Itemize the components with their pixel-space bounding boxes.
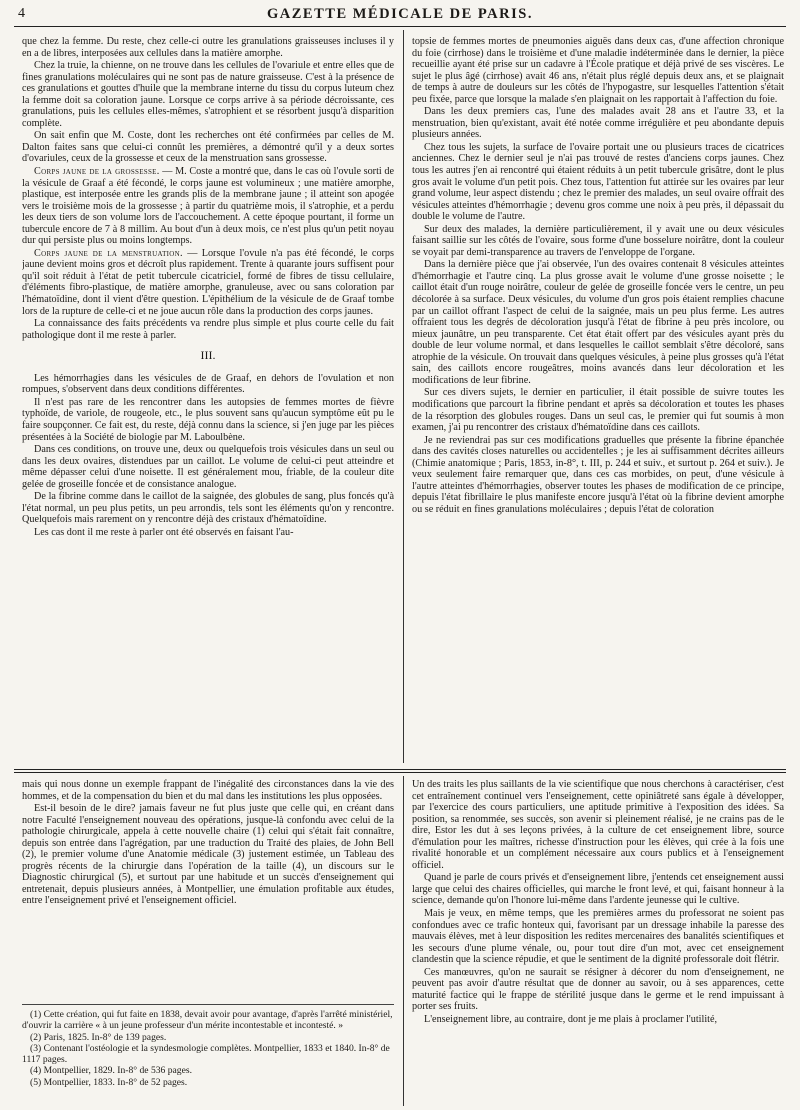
paragraph: topsie de femmes mortes de pneumonies aiguës dans deux cas, d'une affection chronique du foie (cirrhose) dans le troisième et d'une maladie indéterminée dans le dernier, la pièce recueillie ayant été prise sur un cadavre à l'École pratique et déjà privé de ses viscères. Le sujet le plus âgé (cirrhose) avait 46 ans, n'était plus réglé depuis deux ans, et se plaignait de temps à autre de douleurs sur les côtés de l'hypogastre, sur lesquelles l'attention s'était peu fixée, parce que lorsque la malade s'en plaignait on les rapportait à l'affection du foie. xyxy=(412,36,784,105)
paragraph-text: — Lorsque l'ovule n'a pas été fécondé, le corps jaune devient moins gros et décroît plus rapidement. Trente à quarante jours suffisent pour qu'il soit réduit à l'état de petit tubercule cicatriciel, formé de fibres de tissu cellulaire, d'éléments fibro-plastique, de matière amorphe, granuleuse, avec ou sans coloration par l'hématoïdine, dont il vient d'être question. L'épithélium de la vésicule de de Graaf tombe lors de la rupture de celle-ci et ne joue aucun rôle dans la production des corps jaunes. xyxy=(22,247,394,317)
upper-left-column xyxy=(22,36,394,763)
lower-right-column xyxy=(412,779,784,1107)
paragraph: Sur deux des malades, la dernière particulièrement, il y avait une ou deux vésicules faisant saillie sur les côtés de l'ovaire, sous forme d'une bosselure noirâtre, dont la couleur se voyait par demi-transparence au travers de l'enveloppe de l'organe. xyxy=(412,223,784,258)
footnote: (3) Contenant l'ostéologie et la syndesmologie complètes. Montpellier, 1833 et 1840. In-8° de 1117 pages. xyxy=(22,1042,390,1066)
paragraph: De la fibrine comme dans le caillot de la saignée, des globules de sang, plus foncés qu'à l'état normal, un peu plus petits, un peu arrondis, tels sont les éléments qu'on y rencontre. Quelquefois mais rarement on y rencontre déjà des cristaux d'hématoïdine. xyxy=(22,491,394,526)
paragraph: Les cas dont il me reste à parler ont été observés en faisant l'au- xyxy=(34,526,294,538)
footnote: (2) Paris, 1825. In-8° de 139 pages. xyxy=(30,1031,167,1043)
paragraph-label: Corps jaune de la menstruation. xyxy=(34,247,183,259)
paragraph: On sait enfin que M. Coste, dont les recherches ont été confirmées par celles de M. Dalton faites sans que celui-ci connût les premières, a démontré qu'il y a deux sortes d'ovariules, ceux de la grossesse et ceux de la menstruation sans grossesse. xyxy=(22,130,394,165)
paragraph-label: Corps jaune de la grossesse. xyxy=(34,166,160,178)
paragraph: Il n'est pas rare de les rencontrer dans les autopsies de femmes mortes de fièvre typhoïde, de variole, de rougeole, etc., le plus souvent sans qu'aucun symptôme eût pu le faire soupçonner. Ce fait est, du reste, déjà connu dans la science, si j'en juge par les pièces présentées à la Société de biologie par M. Laboulbène. xyxy=(22,396,394,443)
paragraph: mais qui nous donne un exemple frappant de l'inégalité des circonstances dans la vie des hommes, et de la compensation du bien et du mal dans les institutions les plus opposées. xyxy=(22,779,394,802)
paragraph: Un des traits les plus saillants de la vie scientifique que nous cherchons à caractériser, c'est cet entraînement continuel vers l'enseignement, cette opiniâtreté sans égale à développer, par l'exercice des cours particuliers, une aptitude primitive à l'exposition des idées. Sa position, sa renommée, ses succès, son avenir si pleinement réalisé, je ne crains pas de le dire, Estor les dut à ses leçons privées, à la culture de cet enseignement libre, source d'émulation pour les maîtres, richesse d'instruction pour les élèves, qui crée à la fois une rivalité honorable et un complément nécessaire aux cours publics et à l'enseignement officiel. xyxy=(412,779,784,871)
footnotes xyxy=(22,1009,394,1109)
paragraph: Ces manœuvres, qu'on ne saurait se résigner à décorer du nom d'enseignement, ne peuvent pas avoir d'autre résultat que de donner au savoir, ou à ses apparences, cette maturité factice qui le frappe de stérilité jusque dans le germe et le rend impuissant à porter ses fruits. xyxy=(412,966,784,1013)
paragraph: L'enseignement libre, au contraire, dont je me plais à proclamer l'utilité, xyxy=(424,1013,718,1025)
column-divider-upper xyxy=(403,30,404,763)
footnote: (5) Montpellier, 1833. In-8° de 52 pages. xyxy=(30,1076,188,1088)
paragraph: que chez la femme. Du reste, chez celle-ci outre les granulations graisseuses incluses il y en a de libres, interposées aux cellules dans la matière amorphe. xyxy=(22,36,394,59)
section-separator xyxy=(14,769,786,770)
paragraph: Dans ces conditions, on trouve une, deux ou quelquefois trois vésicules dans un seul ou dans les deux ovaires, distendues par un caillot. Le volume de celui-ci peut atteindre et même dépasser celui d'une noisette. Il est généralement mou, friable, de la couleur dite gelée de groseille foncée et de consistance analogue. xyxy=(22,444,394,490)
column-divider-lower xyxy=(403,776,404,1106)
footnote: (4) Montpellier, 1829. In-8° de 536 pages. xyxy=(30,1065,192,1077)
paragraph: Sur ces divers sujets, le dernier en particulier, il était possible de suivre toutes les modifications que parcourt la fibrine pendant et après sa décoloration et toutes les phases de la résorption des globules rouges. Dans un seul cas, le premier qui fut soumis à mon examen, j'ai pu rencontrer des cristaux d'hématoïdine dans ces caillots. xyxy=(412,387,784,434)
paragraph xyxy=(22,166,394,247)
page-header xyxy=(14,4,786,27)
section-heading: III. xyxy=(200,348,216,363)
paragraph: Dans les deux premiers cas, l'une des malades avait 28 ans et l'autre 33, et la menstruation, bien qu'existant, avait été notée comme irrégulière et peu abondante depuis plusieurs années. xyxy=(412,106,784,141)
upper-right-column xyxy=(412,36,784,763)
paragraph: La connaissance des faits précédents va rendre plus simple et plus courte celle du fait pathologique dont il me reste à parler. xyxy=(22,318,394,341)
paragraph: Dans la dernière pièce que j'ai observée, l'un des ovaires contenait 8 vésicules atteintes d'hémorrhagie et l'autre cinq. La plus grosse avait le volume d'une grosse noisette ; le caillot était d'un rouge noirâtre, couleur de gelée de groseille foncée vers le centre, un peu décolorée à sa surface. Deux vésicules, du volume d'un gros pois étaient remplies chacune par un caillot offrant l'aspect de celui de la saignée, mais un peu plus ferme. Les autres offraient tous les degrés de décoloration jusqu'à l'état de fibrine à peu près incolore, ou mieux jaunâtre, un peu transparente. Cet état était offert par des vésicules ayant près du double de leur volume normal, et dans lesquelles le caillot semblait s'être décoloré, sans atrophie de la vésicule. On trouvait dans quelques vésicules, à peine plus grosses qu'à l'état sain, des caillots encore rougeâtres, moins avancés dans leur décoloration et les modifications de leur fibrine. xyxy=(412,259,784,386)
paragraph: Chez la truie, la chienne, on ne trouve dans les cellules de l'ovariule et entre elles que de fines granulations moléculaires qui ne sont pas de nature graisseuse. C'est à la présence de ces granulations et gouttes d'huile que la membrane interne du tissu du corpus luteum chez la femme doit sa coloration jaune. Lorsque ce corps arrive à sa période décroissante, ces granulations, puis les cellules elles-mêmes, s'atrophient et se résorbent jusqu'à disparition complète. xyxy=(22,60,394,129)
paragraph: Quand je parle de cours privés et d'enseignement libre, j'entends cet enseignement aussi large que celui des chaires officielles, qui marche le front levé, et qui, faisant honneur à la science, demande qu'on l'honore lui-même dans l'ardente jeunesse qui le cultive. xyxy=(412,872,784,907)
paragraph: Mais je veux, en même temps, que les premières armes du professorat ne soient pas confondues avec ce trafic honteux qui, favorisant par un dressage inhabile la paresse des mauvais élèves, met à leur disposition les redites mercenaires des banalités scientifiques et les secours d'une plume vénale, ou, pour tout dire d'un mot, avec cet enseignement clandestin que la science répudie, et que le sentiment de la dignité professorale doit flétrir. xyxy=(412,908,784,966)
journal-title: GAZETTE MÉDICALE DE PARIS. xyxy=(267,6,533,22)
section-separator-inner xyxy=(14,772,786,773)
paragraph: Est-il besoin de le dire? jamais faveur ne fut plus juste que celle qui, en créant dans notre Faculté l'enseignement nouveau des opérations, jusque-là confondu avec celui de la pathologie chirurgicale, appela à cette nouvelle chaire (1) celui qui s'était fait connaître, depuis son entrée dans l'agrégation, par une traduction du Traité des plaies, de John Bell (2), le premier volume d'une Anatomie médicale (3) justement estimée, un Tableau des progrès récents de la chirurgie dans l'opération de la taille (4), un discours sur le Diagnostic chirurgical (5), et surtout par une habitude et un succès d'enseignement qui entretenait, depuis plusieurs années, à Montpellier, une émulation profitable aux études, entre l'enseignement privé et l'enseignement officiel. xyxy=(22,803,394,907)
paragraph: Les hémorrhagies dans les vésicules de de Graaf, en dehors de l'ovulation et non rompues, s'observent dans deux conditions différentes. xyxy=(22,372,394,396)
page-number: 4 xyxy=(18,6,25,21)
paragraph: Je ne reviendrai pas sur ces modifications graduelles que présente la fibrine épanchée dans des cavités closes naturelles ou accidentelles ; je les ai suffisamment décrites ailleurs (Chimie anatomique ; Paris, 1853, in-8°, t. III, p. 244 et suiv., et surtout p. 264 et suiv.). Je veux seulement faire remarquer que, dans ces cas morbides, on peut, d'une vésicule à l'autre atteintes d'hémorrhagies, observer toutes les phases de modification de ce principe, depuis l'état fibrillaire le plus manifeste encore jusqu'à l'état où la fibrine devient amorphe ou se réduit en fines granulations moléculaires ; depuis l'état de coloration xyxy=(412,434,784,515)
footnote-rule xyxy=(22,1004,394,1005)
paragraph: Chez tous les sujets, la surface de l'ovaire portait une ou plusieurs traces de cicatrices anciennes. Chez le dernier seul je n'ai pas trouvé de restes d'anciens corps jaunes. Chez tous les autres j'en ai rencontré qui étaient réduits à un petit tubercule grisâtre, dont le plus gros avait le volume d'un petit pois. Chez tous, l'attention fut attirée sur les ovaires par leur grand volume, leur aspect distendu ; chez le premier des malades, un seul ovaire offrait des vésicules atteintes d'hémorrhagie ; devenu gros comme une noix à peu près, il dépassait du double le volume de l'autre. xyxy=(412,141,784,223)
paragraph-text: — M. Coste a montré que, dans le cas où l'ovule sorti de la vésicule de Graaf a été fécondé, le corps jaune est volumineux ; une matière amorphe, plastique, est interposée entre les grands plis de la membrane jaune ; il atteint son apogée vers le troisième mois de la grossesse ; à partir du quatrième mois, il s'atrophie, et a perdu les deux tiers de son volume lors de l'accouchement. A cette époque pourtant, il forme un tubercule encore de 7 à 8 millim. Au bout d'un à deux mois, ce n'est plus qu'un petit noyau dur qui persiste plus ou moins longtemps. xyxy=(22,166,394,247)
footnote: (1) Cette création, qui fut faite en 1838, devait avoir pour avantage, d'après l'arrêté ministériel, d'ouvrir la carrière « à un jeune professeur d'un mérite incontestable et incontesté. » xyxy=(22,1009,393,1032)
paragraph xyxy=(22,248,394,317)
lower-left-column xyxy=(22,779,394,999)
